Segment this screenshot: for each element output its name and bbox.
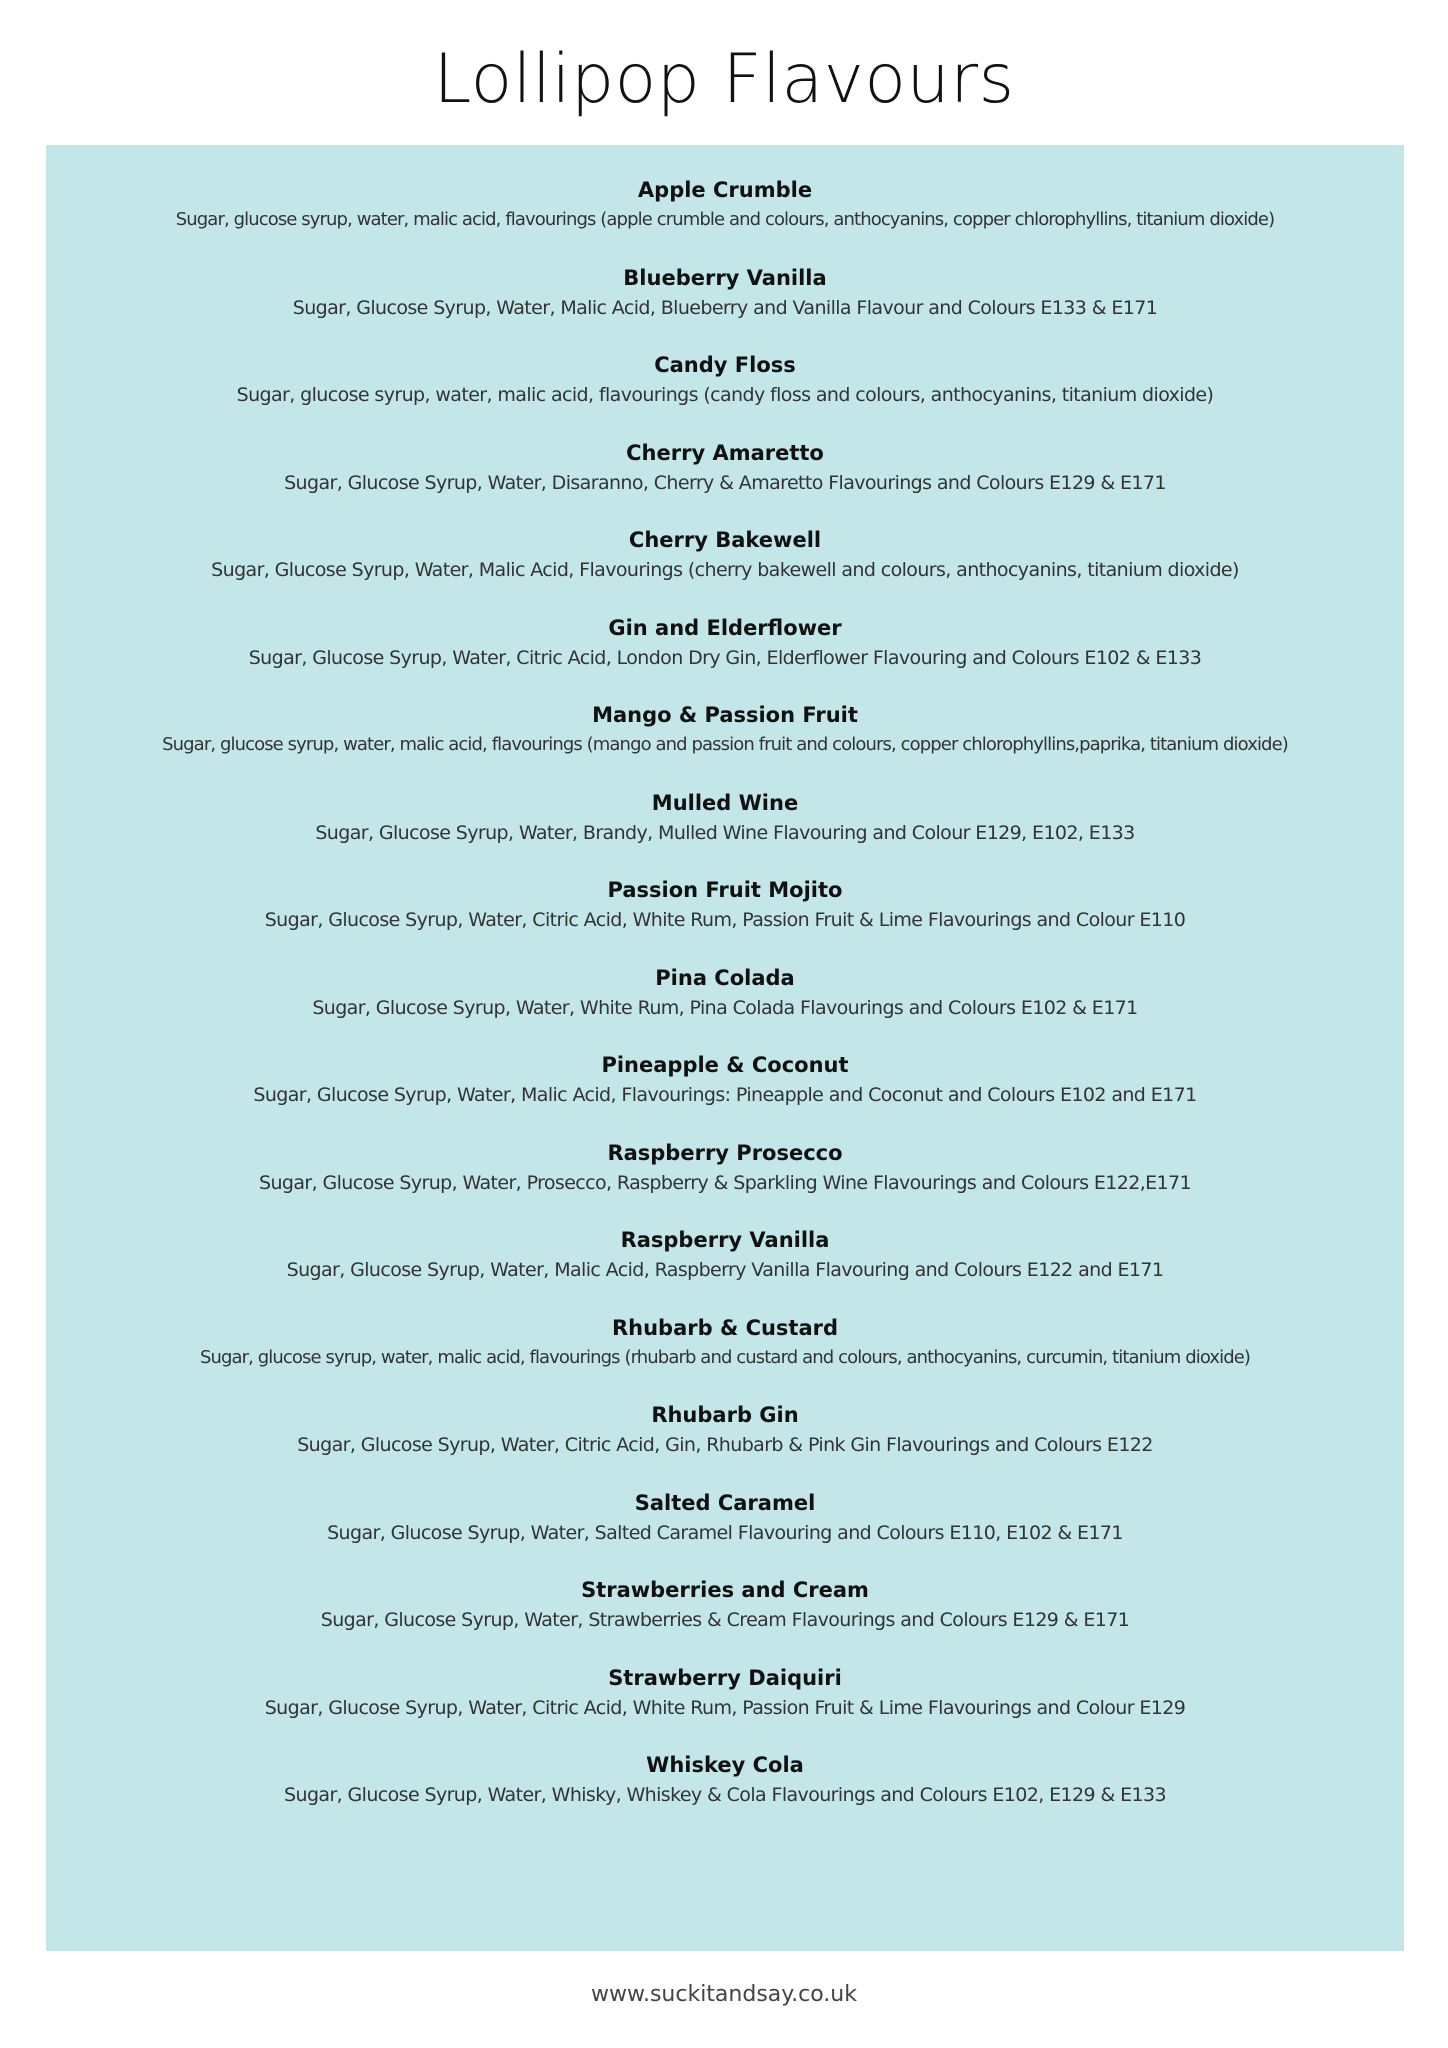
flavour-name: Apple Crumble — [637, 178, 813, 202]
flavour-name: Candy Floss — [654, 353, 796, 377]
flavour-item — [46, 700, 1404, 788]
flavour-item — [46, 1488, 1404, 1576]
flavour-panel — [46, 145, 1404, 1951]
flavour-ingredients: Sugar, Glucose Syrup, Water, Citric Acid, Gin, Rhubarb & Pink Gin Flavourings and Colours E122 — [297, 1434, 1153, 1456]
flavour-list — [46, 175, 1404, 1838]
flavour-ingredients: Sugar, Glucose Syrup, Water, White Rum, Pina Colada Flavourings and Colours E102 & E171 — [312, 996, 1138, 1019]
flavour-ingredients: Sugar, Glucose Syrup, Water, Whisky, Whiskey & Cola Flavourings and Colours E102, E129 & E133 — [284, 1784, 1166, 1806]
flavour-item — [46, 1400, 1404, 1488]
flavour-name: Mulled Wine — [651, 790, 799, 815]
flavour-ingredients: Sugar, Glucose Syrup, Water, Brandy, Mulled Wine Flavouring and Colour E129, E102, E133 — [315, 821, 1135, 844]
flavour-name: Rhubarb & Custard — [611, 1315, 839, 1340]
flavour-item — [46, 1313, 1404, 1401]
flavour-item — [46, 350, 1404, 438]
flavour-name: Strawberries and Cream — [581, 1578, 869, 1602]
flavour-ingredients: Sugar, Glucose Syrup, Water, Malic Acid, Raspberry Vanilla Flavouring and Colours E122 and E171 — [286, 1259, 1164, 1281]
flavour-item — [46, 788, 1404, 876]
flavour-ingredients: Sugar, glucose syrup, water, malic acid, flavourings (rhubarb and custard and colours, anthocyanins, curcumin, titanium dioxide) — [199, 1346, 1251, 1368]
flavour-item — [46, 613, 1404, 701]
flavour-ingredients: Sugar, glucose syrup, water, malic acid, flavourings (mango and passion fruit and colours, copper chlorophyllins,paprika, titanium dioxide) — [162, 734, 1288, 755]
flavour-ingredients: Sugar, Glucose Syrup, Water, Citric Acid, White Rum, Passion Fruit & Lime Flavourings and Colour E129 — [264, 1696, 1186, 1719]
flavour-ingredients: Sugar, Glucose Syrup, Water, Strawberries & Cream Flavourings and Colours E129 & E171 — [320, 1609, 1130, 1631]
flavour-name: Gin and Elderflower — [608, 615, 842, 640]
flavour-name: Salted Caramel — [634, 1490, 816, 1515]
flavour-item — [46, 963, 1404, 1051]
flavour-item — [46, 175, 1404, 263]
flavour-item — [46, 525, 1404, 613]
flavour-ingredients: Sugar, Glucose Syrup, Water, Malic Acid, Flavourings: Pineapple and Coconut and Colours E102 and E171 — [253, 1084, 1197, 1106]
flavour-name: Rhubarb Gin — [651, 1403, 799, 1427]
flavour-name: Pineapple & Coconut — [601, 1053, 849, 1077]
flavour-name: Pina Colada — [655, 965, 795, 990]
flavour-item — [46, 875, 1404, 963]
flavour-ingredients: Sugar, glucose syrup, water, malic acid, flavourings (candy floss and colours, anthocyanins, titanium dioxide) — [236, 384, 1214, 406]
flavour-ingredients: Sugar, Glucose Syrup, Water, Malic Acid, Blueberry and Vanilla Flavour and Colours E133 & E171 — [292, 296, 1158, 319]
flavour-item — [46, 1663, 1404, 1751]
flavour-ingredients: Sugar, Glucose Syrup, Water, Salted Caramel Flavouring and Colours E110, E102 & E171 — [327, 1521, 1123, 1544]
flavour-name: Raspberry Vanilla — [620, 1228, 830, 1252]
flavour-item — [46, 1050, 1404, 1138]
flavour-name: Raspberry Prosecco — [607, 1140, 843, 1165]
flavour-item — [46, 1138, 1404, 1226]
flavour-name: Blueberry Vanilla — [623, 265, 827, 290]
flavour-ingredients: Sugar, Glucose Syrup, Water, Disaranno, Cherry & Amaretto Flavourings and Colours E129 & E171 — [284, 471, 1166, 494]
flavour-name: Whiskey Cola — [646, 1753, 804, 1777]
flavour-name: Cherry Bakewell — [628, 528, 822, 552]
page-title: Lollipop Flavours — [433, 40, 1015, 119]
flavour-ingredients: Sugar, Glucose Syrup, Water, Citric Acid, White Rum, Passion Fruit & Lime Flavourings and Colour E110 — [264, 909, 1186, 931]
flavour-ingredients: Sugar, Glucose Syrup, Water, Citric Acid, London Dry Gin, Elderflower Flavouring and Colours E102 & E133 — [248, 646, 1202, 669]
flavour-ingredients: Sugar, glucose syrup, water, malic acid, flavourings (apple crumble and colours, anthocyanins, copper chlorophyllins, titanium dioxide) — [175, 209, 1275, 230]
flavour-name: Strawberry Daiquiri — [608, 1665, 842, 1690]
flavour-item — [46, 1750, 1404, 1838]
flavour-ingredients: Sugar, Glucose Syrup, Water, Prosecco, Raspberry & Sparkling Wine Flavourings and Colours E122,E171 — [258, 1171, 1191, 1194]
flavour-name: Passion Fruit Mojito — [607, 878, 843, 902]
flavour-ingredients: Sugar, Glucose Syrup, Water, Malic Acid, Flavourings (cherry bakewell and colours, anthocyanins, titanium dioxide) — [211, 559, 1239, 581]
footer-url: www.suckitandsay.co.uk — [591, 1982, 857, 2007]
flavour-item — [46, 438, 1404, 526]
flavour-item — [46, 1225, 1404, 1313]
flavour-name: Mango & Passion Fruit — [592, 703, 858, 727]
flavour-item — [46, 263, 1404, 351]
flavour-name: Cherry Amaretto — [626, 440, 824, 465]
flavour-item — [46, 1575, 1404, 1663]
